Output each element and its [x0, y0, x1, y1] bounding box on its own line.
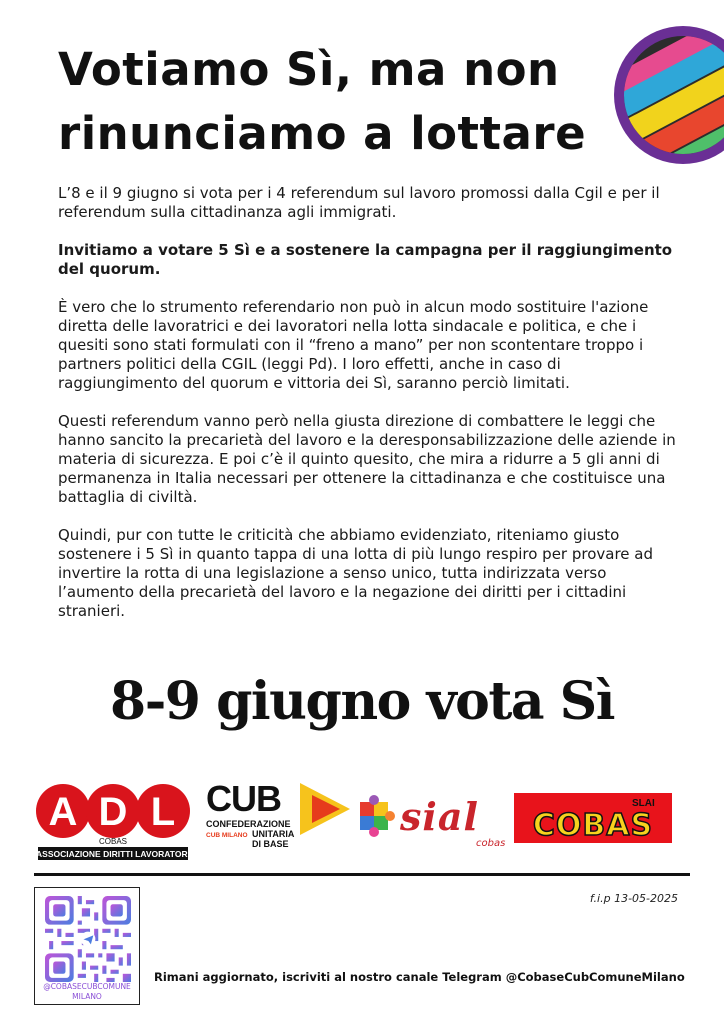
article-body — [58, 184, 678, 640]
puzzle-icon — [360, 795, 395, 837]
qr-label: @COBASECUBCOMUNE MILANO — [43, 982, 131, 1001]
paragraph-direction: Questi referendum vanno però nella giusta direzione di combattere le leggi che hanno sancito la precarietà del lavoro e la deresponsabilizzazione delle aziende in materia di sicurezza. E poi c’è il quinto quesito, che mira a ridurre a 5 gli anni di permanenza in Italia necessari per ottenere la cittadinanza e che costituisce una battaglia di civiltà. — [58, 412, 676, 506]
slai-name: COBAS — [532, 808, 654, 843]
paragraph-intro: L’8 e il 9 giugno si vota per i 4 referendum sul lavoro promossi dalla Cgil e per il referendum sulla cittadinanza agli immigrati. — [58, 184, 660, 221]
paragraph-conclusion: Quindi, pur con tutte le criticità che abbiamo evidenziato, riteniamo giusto sostenere i 5 Sì in quanto tappa di una lotta di più lungo respiro per provare ad invertire la rotta di una legislazione a senso unico, tutta indirizzata verso l’aumento della precarietà del lavoro e la negazione dei diritti per i cittadini stranieri. — [58, 526, 654, 620]
telegram-invite-text: Rimani aggiornato, iscriviti al nostro canale Telegram @CobaseCubComuneMilano — [154, 970, 685, 984]
slogan: 8-9 giugno vota Sì — [110, 671, 614, 732]
adl-banner: ASSOCIAZIONE DIRITTI LAVORATORI — [36, 849, 190, 859]
title-line-2: rinunciamo a lottare — [58, 107, 587, 160]
title-line-1: Votiamo Sì, ma non — [58, 43, 560, 96]
adl-sub: COBAS — [98, 837, 128, 846]
corner-badge-image — [614, 26, 724, 164]
slai-top: SLAI — [632, 798, 655, 809]
adl-letter-l: L — [150, 790, 176, 834]
adl-cobas-logo — [34, 781, 192, 861]
telegram-qr-card[interactable] — [34, 887, 140, 1005]
qr-code-icon — [45, 896, 131, 982]
sial-name: sial — [400, 794, 479, 839]
paragraph-call-to-vote: Invitiamo a votare 5 Sì e a sostenere la campagna per il raggiungimento del quorum. — [58, 241, 673, 278]
sial-sub: cobas — [476, 838, 506, 849]
cub-city: CUB MILANO — [206, 832, 248, 839]
adl-letter-d: D — [98, 790, 128, 834]
footer-divider — [34, 873, 690, 876]
cub-logo — [204, 779, 354, 859]
sial-cobas-logo — [356, 790, 512, 852]
cub-line2: UNITARIA — [252, 829, 295, 839]
cub-name: CUB — [206, 779, 281, 819]
adl-letter-a: A — [48, 790, 78, 834]
cub-line1: CONFEDERAZIONE — [206, 819, 291, 829]
fip-date: f.i.p 13-05-2025 — [589, 892, 678, 905]
page-title — [58, 38, 618, 166]
paragraph-limits: È vero che lo strumento referendario non può in alcun modo sostituire l'azione diretta delle lavoratrici e dei lavoratori nella lotta sindacale e politica, e che i quesiti sono stati formulati con il “freno a mano” per non scontentare troppo i partners politici della CGIL (leggi Pd). I loro effetti, anche in caso di raggiungimento del quorum e vittoria dei Sì, saranno perciò limitati. — [58, 298, 649, 392]
cub-line3: DI BASE — [252, 839, 289, 849]
slai-cobas-logo — [514, 793, 672, 843]
